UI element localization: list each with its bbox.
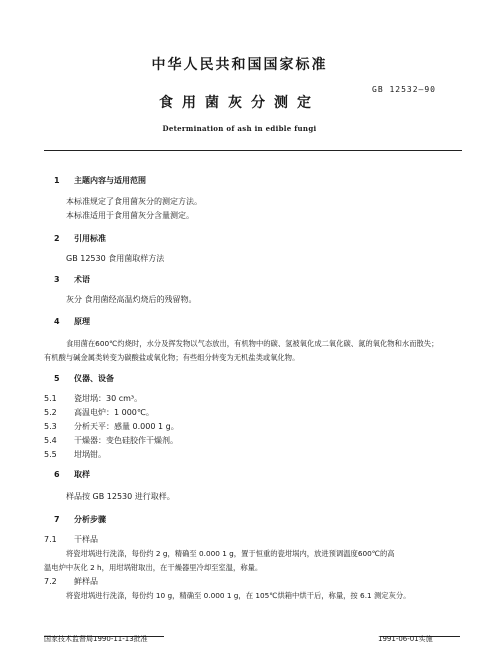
item-5-1-text: 瓷坩埚：30 cm³。 (74, 394, 143, 403)
section-7-number: 7 (54, 515, 60, 524)
item-5-4-number: 5.4 (44, 436, 57, 445)
item-5-5-number: 5.5 (44, 450, 57, 459)
section-3-para-1: 灰分 食用菌经高温灼烧后的残留物。 (66, 295, 197, 304)
subsection-7-1-para-2: 温电炉中灰化 2 h，用坩埚钳取出，在干燥器里冷却至室温，称量。 (44, 563, 263, 572)
subsection-7-2-para-1: 将瓷坩埚进行洗涤，每份约 10 g，精确至 0.000 1 g，在 105℃烘箱中烘干后，称量，按 6.1 测定灰分。 (66, 591, 411, 600)
section-4-number: 4 (54, 317, 60, 326)
section-1-number: 1 (54, 176, 60, 185)
subsection-7-1-title: 干样品 (74, 535, 98, 544)
section-6-title: 取样 (74, 470, 90, 479)
section-6-para-1: 样品按 GB 12530 进行取样。 (66, 492, 175, 501)
standard-title: 中华人民共和国国家标准 (151, 57, 328, 73)
document-subtitle: Determination of ash in edible fungi (162, 124, 317, 133)
item-5-4-text: 干燥器：变色硅胶作干燥剂。 (74, 436, 178, 445)
header-rule (44, 150, 462, 151)
section-5-title: 仪器、设备 (74, 374, 114, 383)
item-5-5-text: 坩埚钳。 (74, 450, 106, 459)
section-2-number: 2 (54, 234, 60, 243)
section-6-number: 6 (54, 470, 60, 479)
item-5-1-number: 5.1 (44, 394, 57, 403)
item-5-2-text: 高温电炉：1 000℃。 (74, 408, 154, 417)
section-1-para-2: 本标准适用于食用菌灰分含量测定。 (66, 211, 194, 220)
document-title: 食用菌灰分测定 (159, 95, 320, 111)
subsection-7-2-number: 7.2 (44, 577, 57, 586)
section-1-title: 主题内容与适用范围 (74, 176, 146, 185)
item-5-3-text: 分析天平：感量 0.000 1 g。 (74, 422, 179, 431)
footer-approval: 国家技术监督局1990-11-13批准 (44, 635, 148, 643)
section-2-title: 引用标准 (74, 234, 106, 243)
subsection-7-1-para-1: 将瓷坩埚进行洗涤，每份约 2 g，精确至 0.000 1 g，置于恒重的瓷坩埚内，放进预调温度600℃的高 (66, 549, 395, 558)
standard-code: GB 12532—90 (372, 85, 436, 94)
section-2-para-1: GB 12530 食用菌取样方法 (66, 254, 165, 263)
section-3-title: 术语 (74, 275, 90, 284)
section-4-para-1: 食用菌在600℃灼烧时，水分及挥发物以气态放出，有机物中的碳、氢被氧化成二氧化碳、氮的氧化物和水而散失； (66, 339, 439, 348)
item-5-2-number: 5.2 (44, 408, 57, 417)
section-4-para-2: 有机酸与碱金属类转变为碳酸盐或氧化物；有些组分转变为无机盐类或氧化物。 (44, 353, 300, 362)
section-3-number: 3 (54, 275, 60, 284)
section-1-para-1: 本标准规定了食用菌灰分的测定方法。 (66, 197, 202, 206)
footer-implementation: 1991-06-01实施 (378, 635, 433, 643)
section-7-title: 分析步骤 (74, 515, 106, 524)
section-5-number: 5 (54, 374, 60, 383)
subsection-7-1-number: 7.1 (44, 535, 57, 544)
subsection-7-2-title: 鲜样品 (74, 577, 98, 586)
section-4-title: 原理 (74, 317, 90, 326)
item-5-3-number: 5.3 (44, 422, 57, 431)
